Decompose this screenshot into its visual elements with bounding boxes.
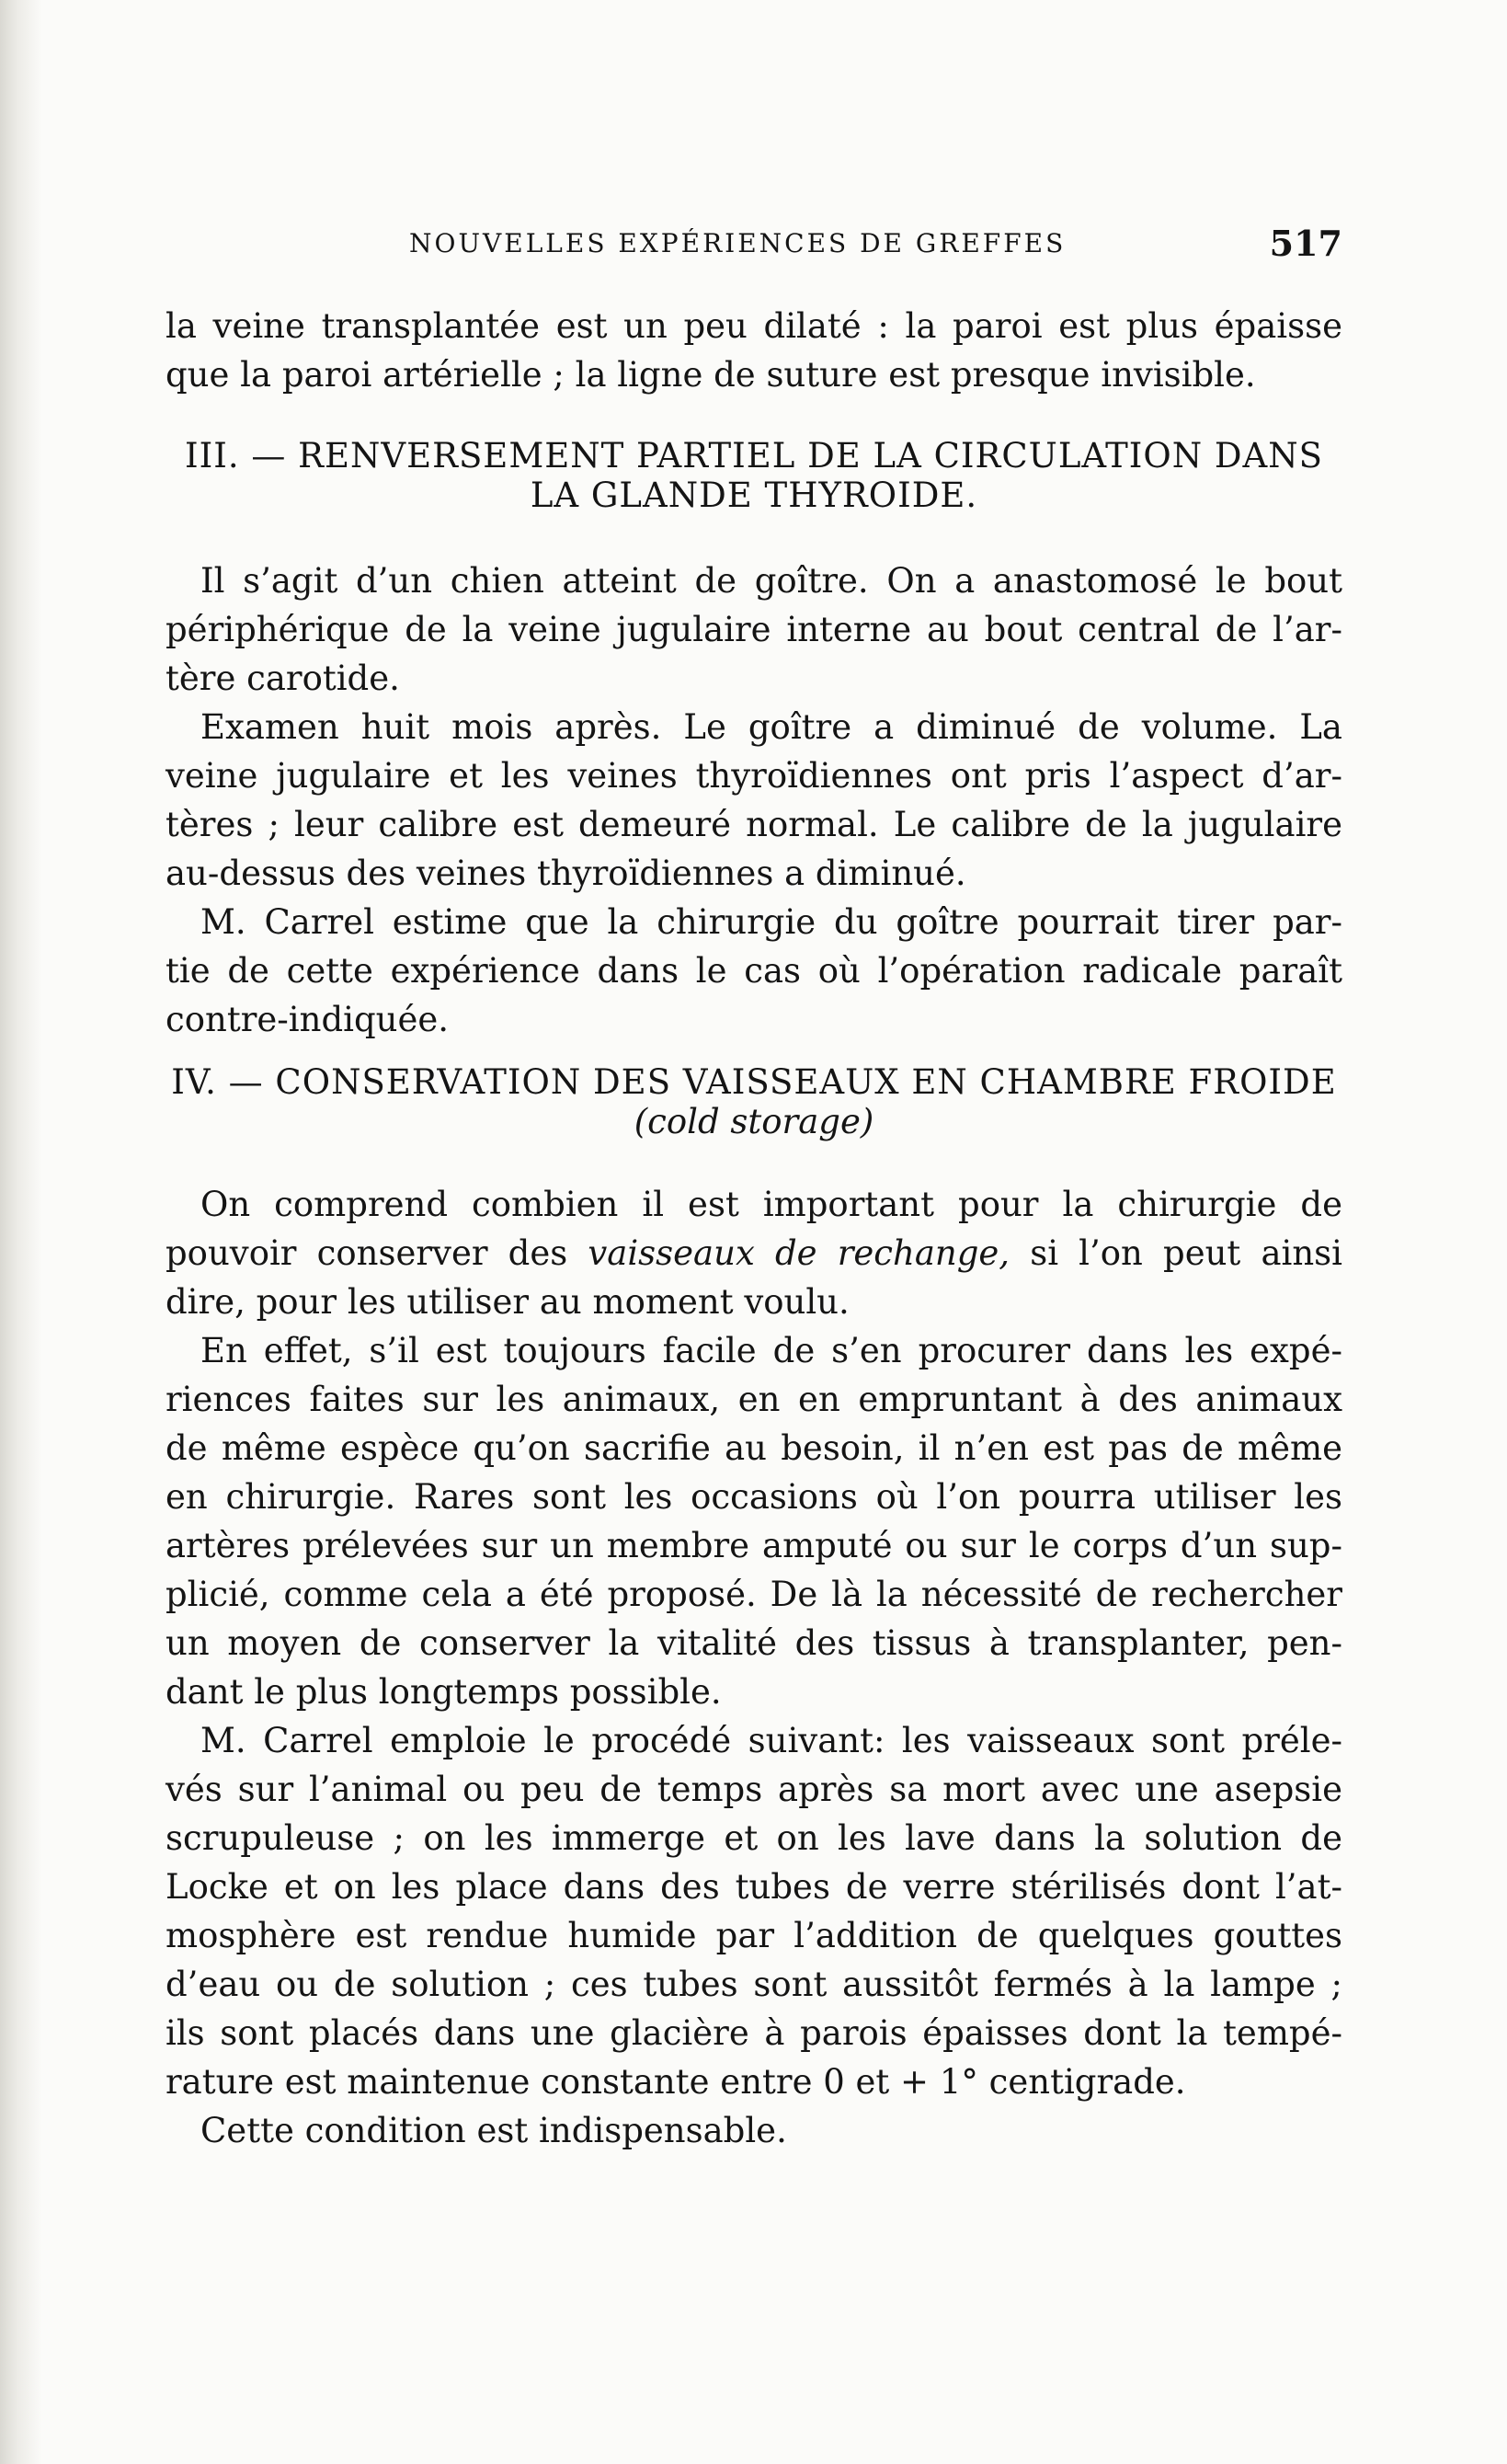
text-line: M. Carrel estime que la chirurgie du goître pourrait tirer par- bbox=[200, 902, 1342, 942]
text-line: tie de cette expérience dans le cas où l’opération radicale paraît bbox=[166, 951, 1342, 991]
book-page bbox=[166, 0, 1342, 2464]
text-line: vés sur l’animal ou peu de temps après sa mort avec une asepsie bbox=[166, 1770, 1342, 1809]
text-line: tère carotide. bbox=[166, 659, 400, 698]
text-segment: si l’on peut ainsi bbox=[1010, 1233, 1342, 1273]
text-line: en chirurgie. Rares sont les occasions où l’on pourra utiliser les bbox=[166, 1477, 1342, 1517]
text-line: dant le plus longtemps possible. bbox=[166, 1672, 722, 1712]
text-line: un moyen de conserver la vitalité des tissus à transplanter, pen- bbox=[166, 1623, 1342, 1663]
text-line: que la paroi artérielle ; la ligne de suture est presque invisible. bbox=[166, 355, 1256, 395]
paragraph bbox=[166, 1716, 1342, 2106]
text-line: de même espèce qu’on sacrifie au besoin, il n’en est pas de même bbox=[166, 1428, 1342, 1468]
paragraph-continued bbox=[166, 302, 1342, 399]
text-line: scrupuleuse ; on les immerge et on les lave dans la solution de bbox=[166, 1818, 1342, 1858]
page-number: 517 bbox=[1269, 223, 1342, 264]
running-head bbox=[166, 223, 1342, 269]
section-heading-iii bbox=[166, 436, 1342, 515]
text-line: artères prélevées sur un membre amputé ou sur le corps d’un sup- bbox=[166, 1526, 1342, 1565]
text-line: Examen huit mois après. Le goître a diminué de volume. La bbox=[200, 707, 1342, 747]
text-line: riences faites sur les animaux, en en empruntant à des animaux bbox=[166, 1380, 1342, 1419]
text-line: contre-indiquée. bbox=[166, 1000, 450, 1039]
text-line: plicié, comme cela a été proposé. De là la nécessité de rechercher bbox=[166, 1575, 1342, 1614]
text-line: On comprend combien il est important pour la chirurgie de bbox=[200, 1185, 1342, 1224]
paragraph bbox=[166, 898, 1342, 1044]
heading-line: LA GLANDE THYROIDE. bbox=[530, 476, 978, 515]
section-heading-iv bbox=[166, 1062, 1342, 1141]
page-binding-edge bbox=[0, 0, 42, 2464]
body-text bbox=[166, 302, 1342, 2155]
text-line: ils sont placés dans une glacière à parois épaisses dont la tempé- bbox=[166, 2013, 1342, 2053]
heading-line: III. — RENVERSEMENT PARTIEL DE LA CIRCULATION DANS bbox=[185, 436, 1323, 476]
text-line: tères ; leur calibre est demeuré normal. Le calibre de la jugulaire bbox=[166, 805, 1342, 844]
text-line: En effet, s’il est toujours facile de s’en procurer dans les expé- bbox=[200, 1331, 1342, 1370]
paragraph bbox=[166, 1180, 1342, 1326]
heading-subtitle: (cold storage) bbox=[634, 1102, 874, 1141]
text-line: Locke et on les place dans des tubes de verre stérilisés dont l’at- bbox=[166, 1867, 1342, 1907]
text-line: périphérique de la veine jugulaire interne au bout central de l’ar- bbox=[166, 610, 1342, 649]
text-line bbox=[166, 1229, 1342, 1278]
text-line: d’eau ou de solution ; ces tubes sont aussitôt fermés à la lampe ; bbox=[166, 1965, 1342, 2004]
text-line: Cette condition est indispensable. bbox=[200, 2111, 787, 2150]
text-line: rature est maintenue constante entre 0 et + 1° centigrade. bbox=[166, 2062, 1186, 2102]
italic-term: vaisseaux de rechange, bbox=[588, 1233, 1010, 1273]
text-line: Il s’agit d’un chien atteint de goître. On a anastomosé le bout bbox=[200, 561, 1342, 601]
text-line: la veine transplantée est un peu dilaté : la paroi est plus épaisse bbox=[166, 306, 1342, 346]
text-line: veine jugulaire et les veines thyroïdiennes ont pris l’aspect d’ar- bbox=[166, 756, 1342, 796]
text-line: M. Carrel emploie le procédé suivant: les vaisseaux sont préle- bbox=[200, 1721, 1342, 1760]
text-line: mosphère est rendue humide par l’addition de quelques gouttes bbox=[166, 1916, 1342, 1955]
text-line: au-dessus des veines thyroïdiennes a diminué. bbox=[166, 854, 966, 893]
text-segment: pouvoir conserver des bbox=[166, 1233, 588, 1273]
heading-line: IV. — CONSERVATION DES VAISSEAUX EN CHAMBRE FROIDE bbox=[171, 1062, 1337, 1102]
text-line: dire, pour les utiliser au moment voulu. bbox=[166, 1282, 850, 1322]
running-title: NOUVELLES EXPÉRIENCES DE GREFFES bbox=[409, 228, 1067, 258]
paragraph bbox=[166, 2106, 1342, 2155]
paragraph bbox=[166, 1326, 1342, 1716]
paragraph bbox=[166, 703, 1342, 898]
paragraph bbox=[166, 556, 1342, 703]
